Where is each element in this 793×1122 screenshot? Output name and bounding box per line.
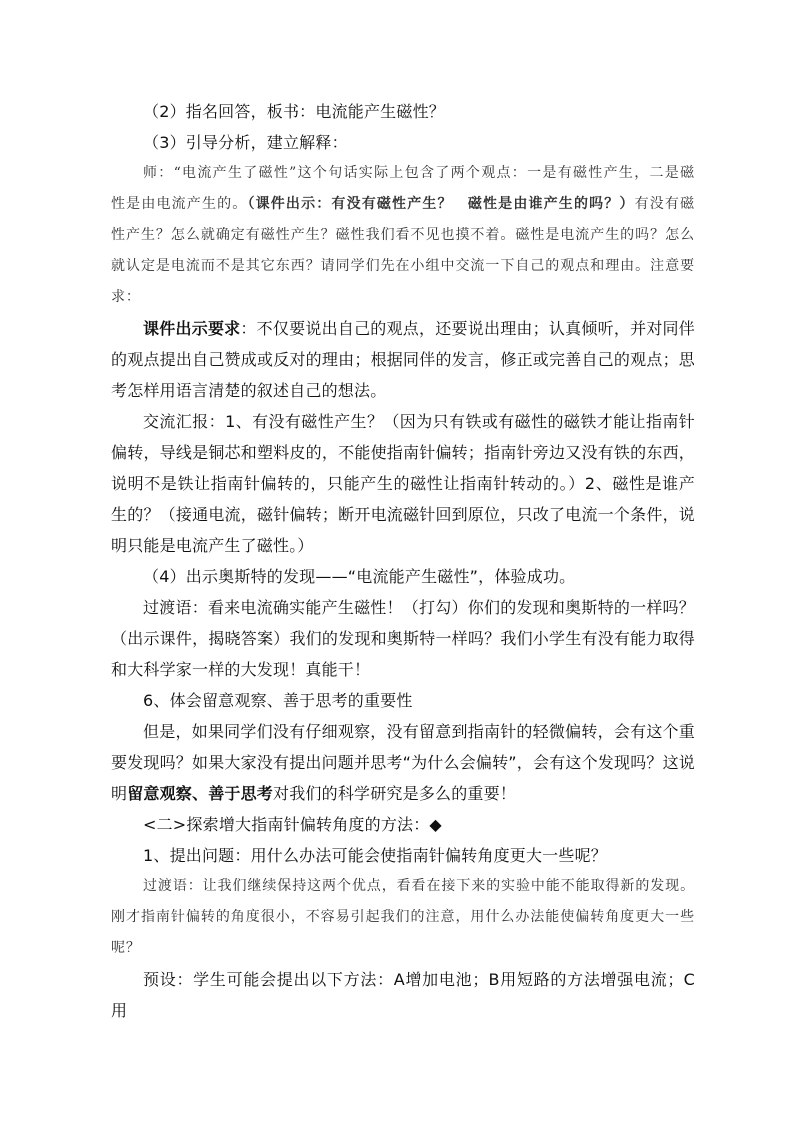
importance-paragraph [111, 716, 695, 809]
section-6-heading: 6、体会留意观察、善于思考的重要性 [143, 691, 413, 710]
teacher-speech-paragraph [111, 158, 695, 313]
teacher-questions: 有没有磁性产生？怎么就确定有磁性产生？磁性我们看不见也摸不着。磁性是电流产生的吗？怎么就认定是电流而不是其它东西？请同学们先在小组中交流一下自己的观点和理由。注意要求： [111, 196, 695, 305]
requirements-text: ：不仅要说出自己的观点，还要说出理由；认真倾听，并对同伴的观点提出自己赞成或反对的理由；根据同伴的发言，修正或完善自己的观点；思考怎样用语言清楚的叙述自己的想法。 [111, 319, 695, 400]
teacher-speech-text: 师：“电流产生了磁性”这个句话实际上包含了两个观点：一是有磁性产生，二是磁性是由电流产生的。 [111, 165, 695, 212]
transition-speech-2: 过渡语：让我们继续保持这两个优点，看看在接下来的实验中能不能取得新的发现。刚才指南针偏转的角度很小，不容易引起我们的注意，用什么办法能使偏转角度更大一些呢？ [111, 878, 695, 956]
importance-text: 但是，如果同学们没有仔细观察，没有留意到指南针的轻微偏转，会有这个重要发现吗？如果大家没有提出问题并思考“为什么会偏转”，会有这个发现吗？这说明 [111, 722, 695, 803]
importance-bold: 留意观察、善于思考 [127, 784, 274, 803]
preset-methods: 预设：学生可能会提出以下方法：A增加电池；B用短路的方法增强电流；C用 [111, 970, 695, 1020]
discussion-report: 交流汇报：1、有没有磁性产生？（因为只有铁或有磁性的磁铁才能让指南针偏转，导线是铜芯和塑料皮的，不能使指南针偏转；指南针旁边又没有铁的东西，说明不是铁让指南针偏转的，只能产生的磁性让指南针转动的。）2、磁性是谁产生的？（接通电流，磁针偏转；断开电流磁针回到原位，只改了电流一个条件，说明只能是电流产生了磁性。） [111, 412, 695, 555]
part-2-heading: <二>探索增大指南针偏转角度的方法：◆ [143, 815, 442, 834]
step-2-answer: （2）指名回答，板书：电流能产生磁性？ [143, 102, 445, 121]
step-4-oersted: （4）出示奥斯特的发现——“电流能产生磁性”，体验成功。 [143, 567, 576, 586]
courseware-prompt: （课件出示：有没有磁性产生？ 磁性是由谁产生的吗？） [247, 196, 635, 212]
question-1: 1、提出问题：用什么办法可能会使指南针偏转角度更大一些呢？ [143, 846, 607, 865]
courseware-requirements [111, 313, 695, 406]
transition-speech: 过渡语：看来电流确实能产生磁性！（打勾）你们的发现和奥斯特的一样吗？（出示课件，揭晓答案）我们的发现和奥斯特一样吗？我们小学生有没有能力取得和大科学家一样的大发现！真能干！ [111, 598, 695, 679]
step-3-analysis: （3）引导分析，建立解释： [143, 133, 348, 152]
document-body [111, 96, 695, 1026]
importance-text-end: 对我们的科学研究是多么的重要！ [273, 784, 517, 803]
requirements-label: 课件出示要求 [143, 319, 241, 338]
